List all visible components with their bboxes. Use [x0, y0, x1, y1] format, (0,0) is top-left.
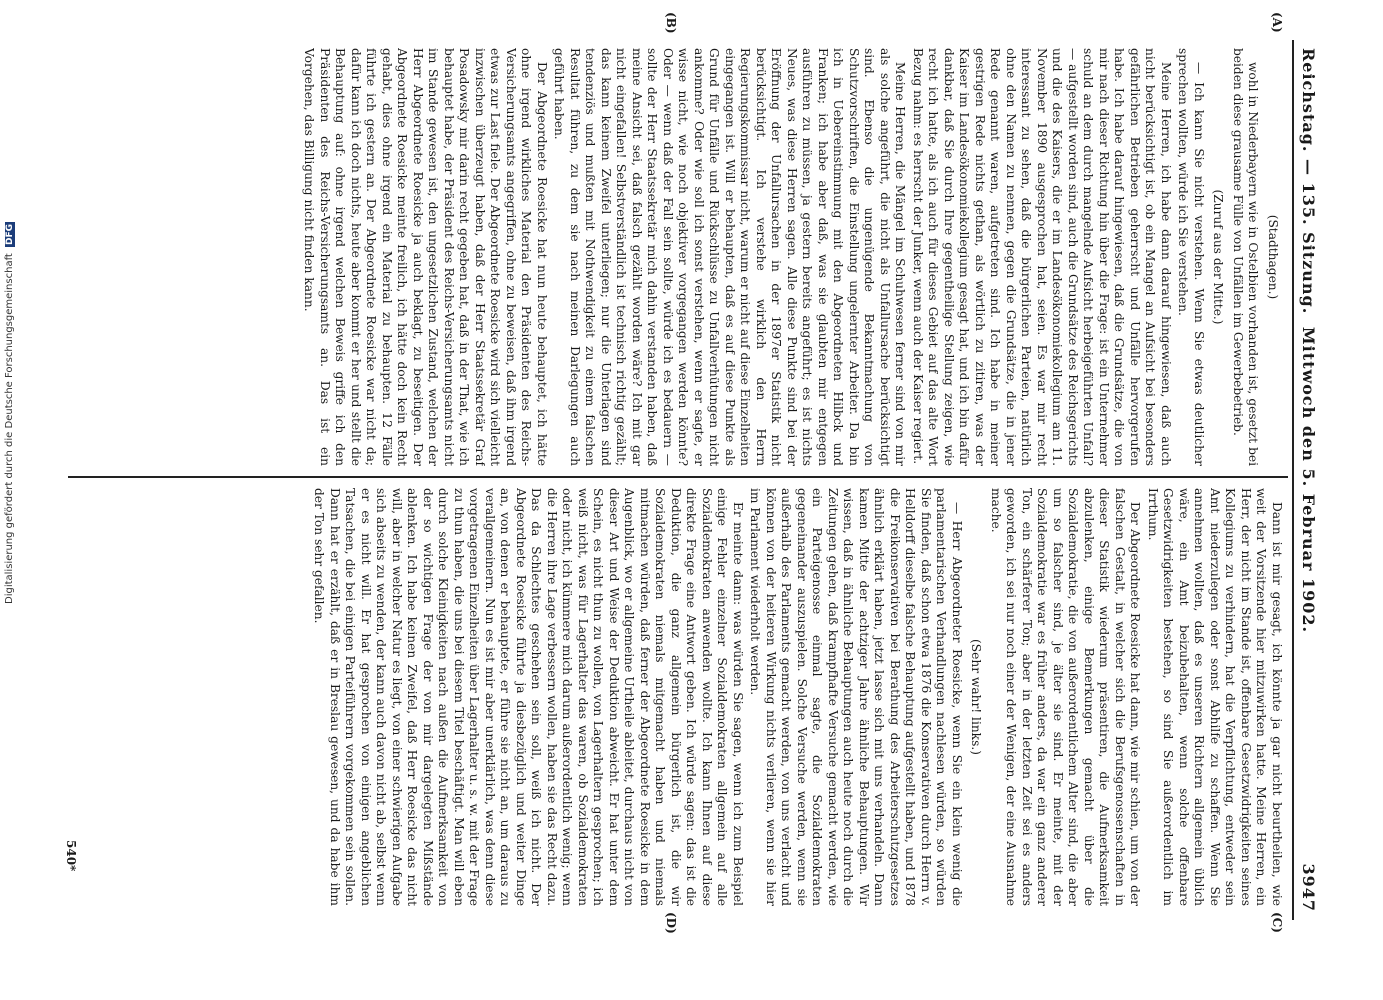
header-page-number: 3947: [1299, 863, 1318, 912]
margin-mark-b: (B): [664, 12, 678, 34]
digitization-credit: [4, 214, 18, 604]
header-date: Mittwoch den 5. Februar 1902.: [1299, 326, 1318, 634]
page-header: [1294, 40, 1318, 920]
speaker-tag: (Stadthagen.): [1266, 214, 1280, 300]
margin-mark-d: (D): [664, 912, 678, 934]
rotated-newspaper-page: [58, 12, 1318, 934]
paragraph: wohl in Niederbayern wie in Ostelbien vorhanden ist, gesetzt bei beiden diese grausame Fülle von Unfällen im Gewerbebetrieb.: [1231, 48, 1261, 466]
paragraph: — Herr Abgeordneter Roesicke, wenn Sie ein klein wenig die parlamentarischen Verhandlungen nachlesen würden, so würden Sie finden, daß schon etwa 1876 die Konservativen durch Herrn v. Helldorff dieselbe falsche Behauptung aufgestellt haben, und 1878 die Freikonservativen bei Berathung des Arbeiterschutzgesetzes ähnlich erklärt haben, jetzt lasse sich mit uns verhandeln. Dann kamen Mitte der achtziger Jahre ähnliche Behauptungen. Wir wissen, daß in ähnliche Behauptungen auch heute noch durch die Zeitungen gehen, daß krampfhafte Versuche gemacht werden, wie ein Parteigenosse einmal sagte, die Sozialdemokraten gegeneinander auszuspielen. Solche Versuche werden, wenn sie außerhalb des Parlaments gemacht werden, von uns verlacht und können von der heiteren Wirkung nichts verlieren, wenn sie hier im Parlament wiederholt werden.: [748, 488, 964, 906]
margin-mark-a: (A): [1270, 12, 1284, 33]
paragraph: — Ich kann Sie nicht verstehen. Wenn Sie etwas deutlicher sprechen wollten, würde ich Sie verstehen.: [1176, 48, 1206, 466]
paragraph: Meine Herren, ich habe dann darauf hingewiesen, daß auch nicht berücksichtigt ist, ob ein Mangel an Aufsicht bei besonders gefährlichen Betrieben geherrscht und Unfälle hervorgerufen habe. Ich habe darauf hingewiesen, daß die Grundsätze, die von mir nach dieser Richtung hin über die Frage: ist ein Unternehmer schuld an dem durch mangelnde Aufsicht herbeigeführten Unfall? — aufgestellt worden sind, auch die Grundsätze des Reichsgerichts und die des Kaisers, die er im Landesökonomiekollegium am 11. November 1890 ausgesprochen hat, seien. Es war mir recht interessant zu sehen, daß die bürgerlichen Parteien, natürlich ohne den Namen zu nennen, gegen die Grundsätze, die in jener Rede genannt waren, aufgetreten sind. Ich habe in meiner gestrigen Rede nichts gethan, als wörtlich zu zitiren, was der Kaiser im Landesökonomiekollegium gesagt hat, und ich bin dafür dankbar, daß Sie durch Ihre gegentheilige Stellung zeigen, wie recht ich hatte, als ich auch für dieses Gebiet auf das alte Wort Bezug nahm: es herrscht der Junker, wenn auch der Kaiser regiert.: [911, 48, 1173, 466]
column-divider: [68, 476, 1288, 478]
page-signature: 540*: [64, 840, 78, 872]
left-column: [74, 48, 1284, 466]
interjection: (Zuruf aus der Mitte.): [1211, 189, 1226, 325]
interjection: (Sehr wahr! links.): [969, 639, 984, 755]
paragraph: Der Abgeordnete Roesicke hat dann, wie mir schien, um von der falschen Gestalt, in welcher sich die Berufsgenossenschaften in dieser Statistik wiederum präsentiren, die Aufmerksamkeit abzulenken, einige Bemerkungen gemacht über die Sozialdemokratie, die von außerordentlichem Alter sind, die aber um so falscher sind, je älter sie sind. Er meinte, mit der Sozialdemokratie war es früher anders, da war ein ganz anderer Ton, ein schärferer Ton; aber in der letzten Zeit sei es anders geworden, ich sei nur noch einer der Wenigen, der eine Ausnahme mache.: [989, 488, 1143, 906]
margin-mark-c: (C): [1270, 912, 1284, 933]
paragraph: Er meinte dann: was würden Sie sagen, wenn ich zum Beispiel einige Fehler einzelner Sozialdemokraten allgemein auf alle Sozialdemokraten anwenden wollte. Ich kann Ihnen auf diese direkte Frage eine Antwort geben. Ich würde sagen: das ist die Deduktion, die ganz allgemein bürgerlich ist, die wir Sozialdemokraten niemals mitgemacht haben und niemals mitmachen würden, daß ferner der Abgeordnete Roesicke in dem Augenblick, wo er allgemeine Urtheile ableitet, durchaus nicht von dieser Art und Weise der Deduktion abweicht. Er hat unter dem Schein, es nicht thun zu wollen, von Lagerhaltern gesprochen; ich weiß nicht, was für Lagerhalter das waren, ob Sozialdemokraten oder nicht, ich kümmere mich darum außerordentlich wenig; wenn die Herren ihre Lage verbessern wollen, haben sie das Recht dazu. Das da Schlechtes geschehen sein soll, weiß ich nicht. Der Abgeordnete Roesicke führte ja diesbezüglich und weiter Dinge an, von denen er behauptete, er führe sie nicht an, um daraus zu verallgemeinern. Nun es ist mir aber unerklärlich, was denn diese vorgetragenen Einzelheiten über Lagerhalter u. s. w. mit der Frage zu thun haben, die uns bei diesem Titel beschäftigt. Man will eben durch solche Kleinigkeiten nach außen die Aufmerksamkeit von der so wichtigen Frage der von mir dargelegten Mißstände ablenken. Ich habe keinen Zweifel, daß Herr Roesicke das nicht will, aber in welcher Natur es liegt, von einer schwierigen Aufgabe sich abseits zu wenden, der kann auch davon nicht ab, selbst wenn er es nicht will. Er hat gesprochen von einigen angeblichen Tatsachen, die bei einigen Parteiführern vorgekommen sein sollen. Dann hat er erzählt, daß er in Breslau gewesen, und da habe ihm der Ton sehr gefallen.: [312, 488, 745, 906]
header-rule: [1292, 40, 1294, 920]
credit-text: Digitalisierung gefördert durch die Deutsche Forschungsgemeinschaft: [4, 253, 15, 604]
paragraph: Der Abgeordnete Roesicke hat nun heute behauptet, ich hätte ohne irgend wirkliches Material den Präsidenten des Reichs-Versicherungsamts angegriffen, ohne zu beweisen, daß ihm irgend etwas zur Last fiele. Der Abgeordnete Roesicke wird sich vielleicht inzwischen überzeugt haben, daß der Herr Staatssekretär Graf Posadowsky mir darin recht gegeben hat, daß in der That, wie ich behauptet habe, der Präsident des Reichs-Versicherungsamts nicht im Stande gewesen ist, den ungesetzlichen Zustand, welchen der Herr Abgeordnete Roesicke ja auch beklagt, zu beseitigen. Der Abgeordnete Roesicke meinte freilich, ich hätte doch kein Recht gehabt, dies ohne irgend ein Material zu behaupten. 12 Fälle führte ich gestern an. Der Abgeordnete Roesicke war nicht da; dafür kann ich doch nichts, heute aber kommt er her und stellt die Behauptung auf: ohne irgend welchen Beweis griffe ich den Präsidenten des Reichs-Versicherungsamts an. Das ist ein Vorgehen, das Billigung nicht finden kann.: [302, 48, 549, 466]
paragraph: Meine Herren, die Mängel im Schuhwesen ferner sind von mir als solche angeführt, die nicht als Unfallursache berücksichtigt sind. Ebenso die ungenügende Bekanntmachung von Schutzvorschriften, die Einstellung ungelernter Arbeiter. Da bin ich in Uebereinstimmung mit den Abgeordneten Hilbck und Franken; ich habe aber daß, was sie glaubten mir entgegen ausführen zu müssen, ja gestern bereits angeführt; es ist nichts Neues, was diese Herren sagen. Alle diese Punkte sind bei der Eröffnung der Unfallursachen in der 1897er Statistik nicht berücksichtigt. Ich verstehe wirklich den Herrn Regierungskommissar nicht, warum er nicht auf diese Einzelheiten eingegangen ist. Will er behaupten, daß es auf diese Punkte als Grund für Unfälle und Rückschlüsse zu Unfallverhütungen nicht ankomme? Oder wie soll ich sonst verstehen, wenn er sagte, er wisse nicht, wie noch objektiver vorgegangen werden könnte? Oder — wenn daß der Fall sein sollte, würde ich es bedauern — sollte der Herr Staatssekretär mich dahin verstanden haben, daß meine Ansicht sei, daß falsch gezählt worden wäre? Ich mit gar nicht eingefallen! Selbstverständlich ist technisch richtig gezählt; das kann keinem Zweifel unterliegen; nur die Unterlagen sind tendenziös und mußten mit Nothwendigkeit zu einem falschen Resultat führen, zu dem sie nach meinen Darlegungen auch geführt haben.: [552, 48, 908, 466]
paragraph: Dann ist mir gesagt, ich könnte ja gar nicht beurtheilen, wie weit der Vorsitzende hier mitzuwirken hatte. Meine Herren, ein Herr, der nicht im Stande ist, offenbare Gesetzwidrigkeiten seines Kollegiums zu verhindern, hat die Verpflichtung, entweder sein Amt niederzulegen oder sonst Abhilfe zu schaffen. Wenn Sie annehmen wollten, daß es unseren Richtern allgemein üblich wäre, ein Amt beizubehalten, wenn solche offenbare Gesetzwidrigkeiten bestehen, so sind Sie außerordentlich im Irrthum.: [1146, 488, 1284, 906]
header-session: Reichstag. — 135. Sitzung.: [1299, 48, 1318, 315]
dfg-logo: DFG: [5, 223, 15, 245]
right-column: [74, 488, 1284, 906]
